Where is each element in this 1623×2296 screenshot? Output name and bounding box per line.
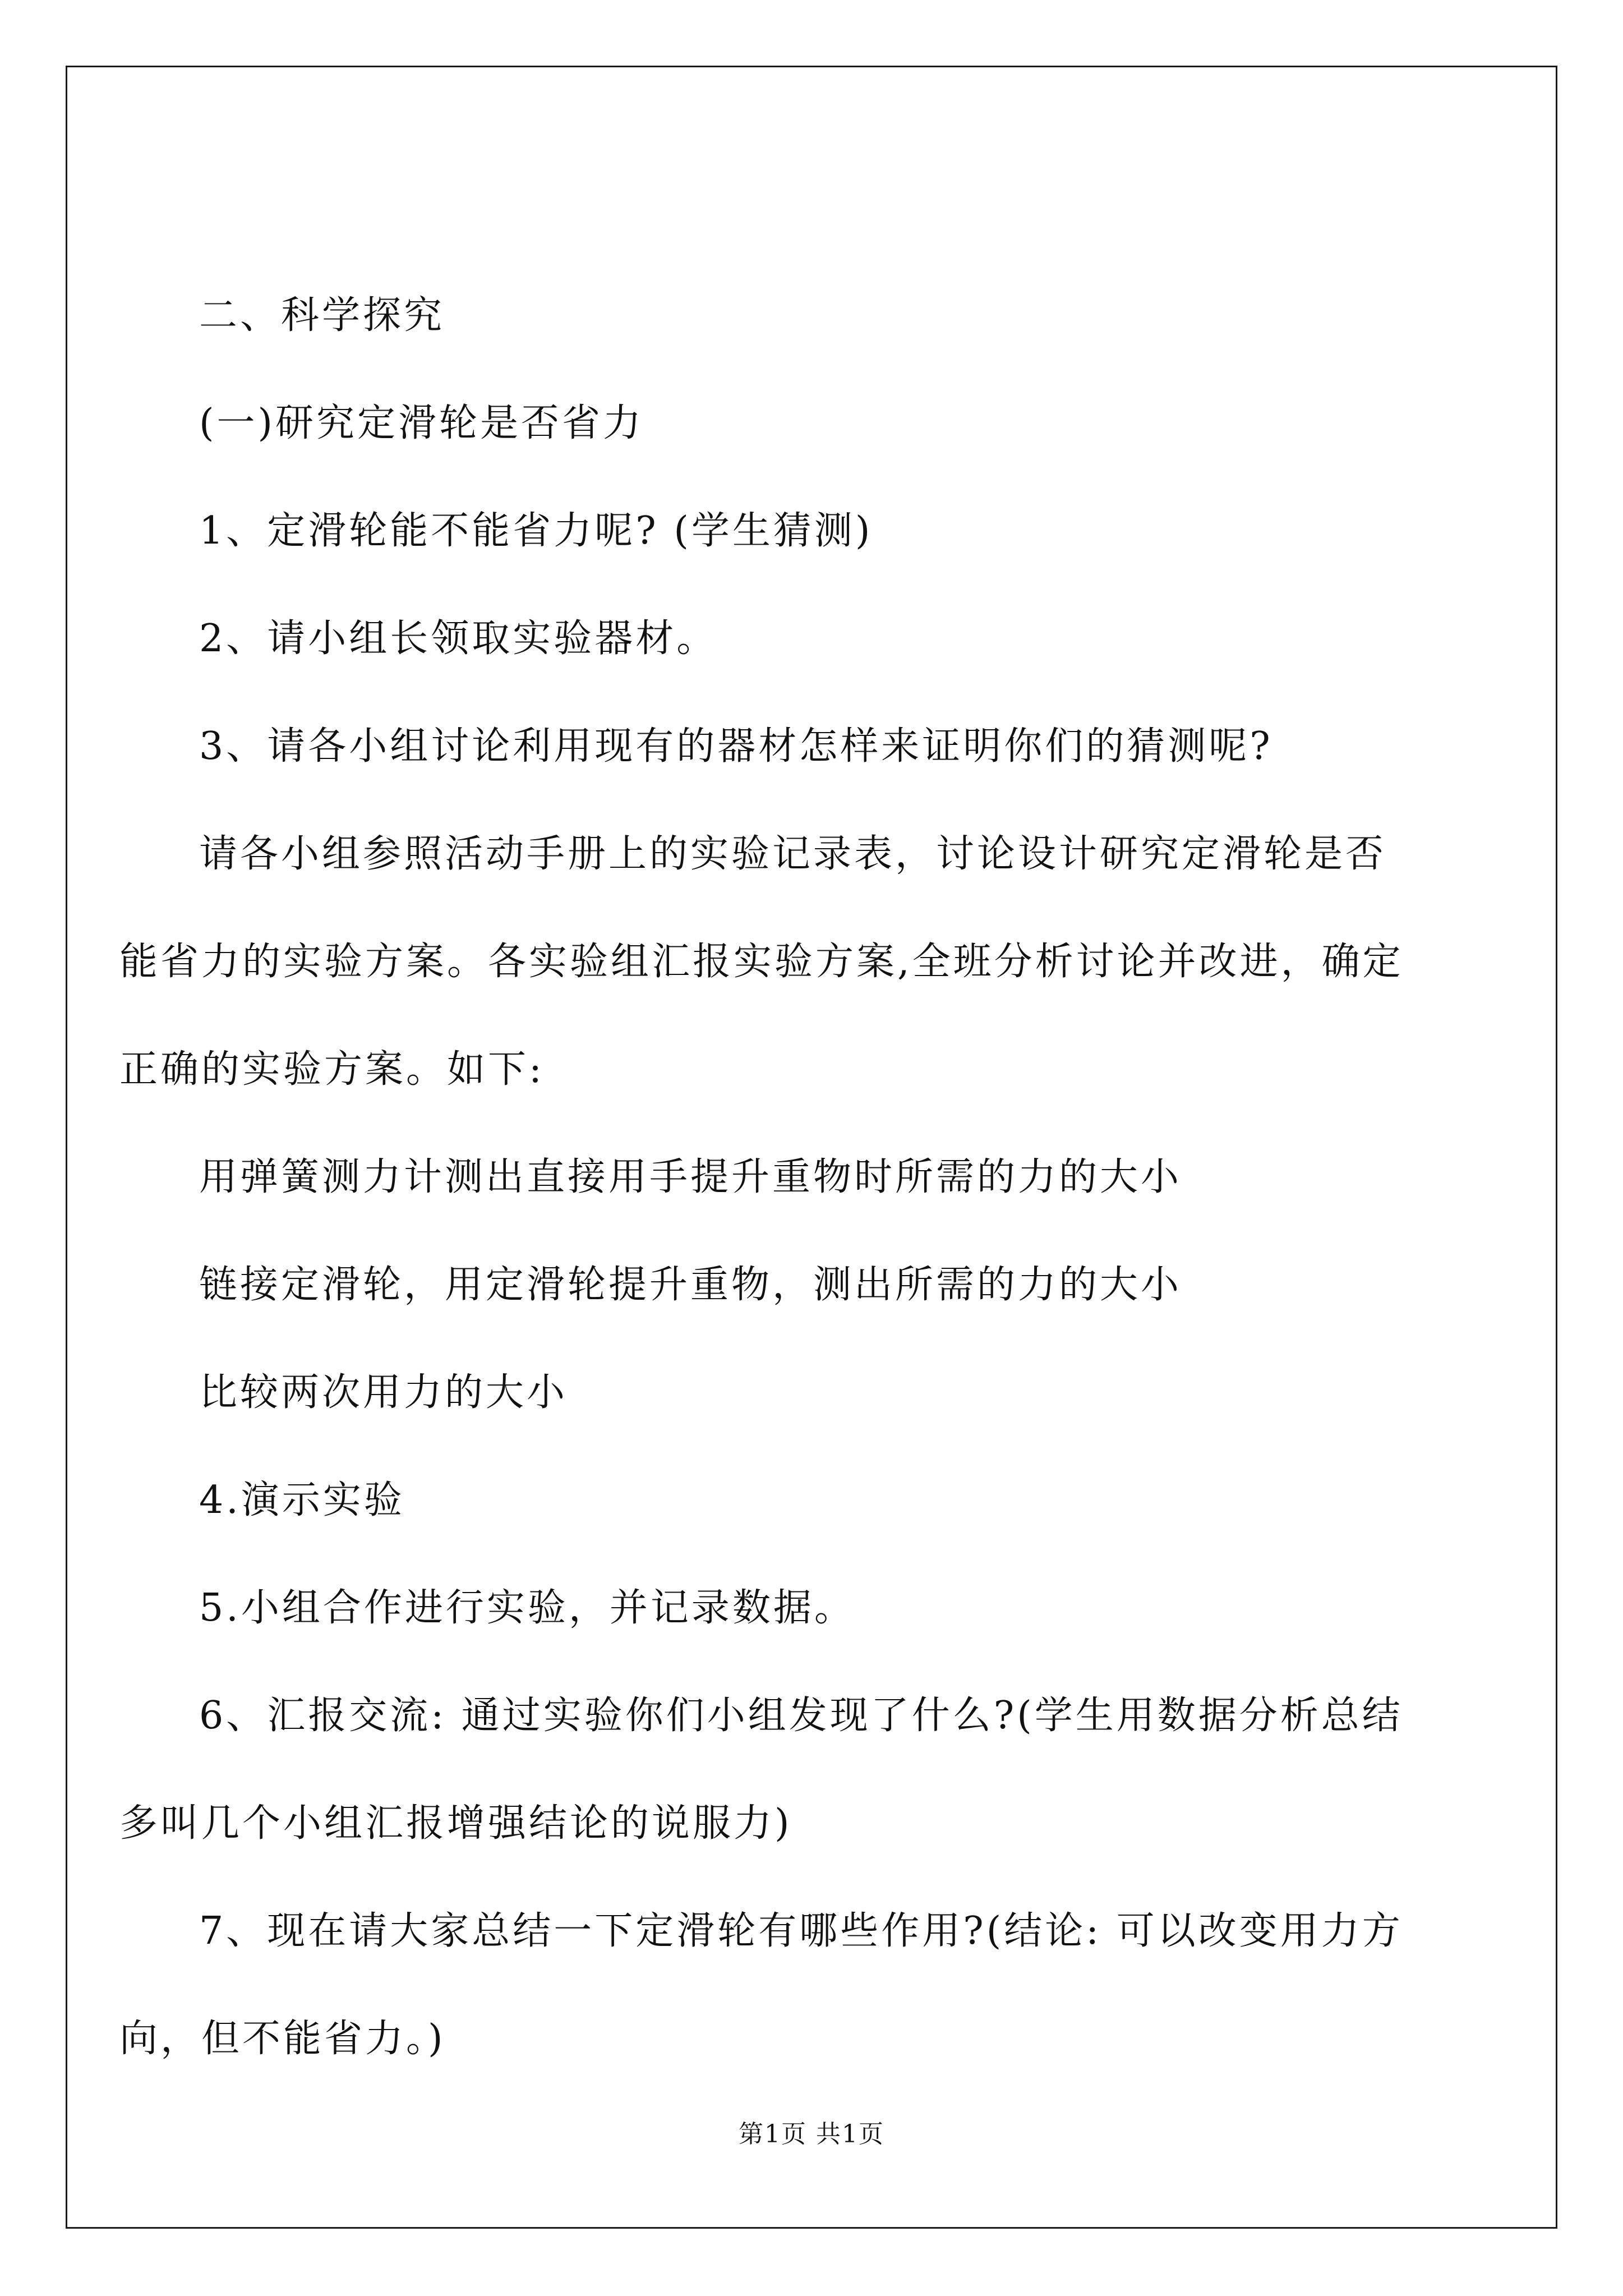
paragraph: 用弹簧测力计测出直接用手提升重物时所需的力的大小 [199,1155,1182,1199]
paragraph: 3、请各小组讨论利用现有的器材怎样来证明你们的猜测呢? [199,724,1273,769]
page-frame [66,66,1557,2229]
section-heading: 二、科学探究 [199,293,445,338]
paragraph: 比较两次用力的大小 [199,1370,568,1415]
paragraph: 7、现在请大家总结一下定滑轮有哪些作用?(结论: 可以改变用力方向，但不能省力。) [119,1909,1403,2061]
document-body [67,67,1556,2227]
paragraph: 2、请小组长领取实验器材。 [199,616,718,661]
page-footer: 第1页 共1页 [739,2120,884,2148]
paragraph: 5.小组合作进行实验，并记录数据。 [199,1586,855,1630]
paragraph: 链接定滑轮，用定滑轮提升重物，测出所需的力的大小 [199,1263,1182,1307]
paragraph: 请各小组参照活动手册上的实验记录表，讨论设计研究定滑轮是否能省力的实验方案。各实验组汇报实验方案,全班分析讨论并改进，确定正确的实验方案。如下: [119,832,1404,1092]
subsection-heading: (一)研究定滑轮是否省力 [199,401,644,445]
paragraph: 6、汇报交流: 通过实验你们小组发现了什么?(学生用数据分析总结 多叫几个小组汇报增强结论的说服力) [119,1694,1403,1846]
paragraph: 1、定滑轮能不能省力呢? (学生猜测) [199,509,873,553]
paragraph: 4.演示实验 [199,1478,405,1522]
